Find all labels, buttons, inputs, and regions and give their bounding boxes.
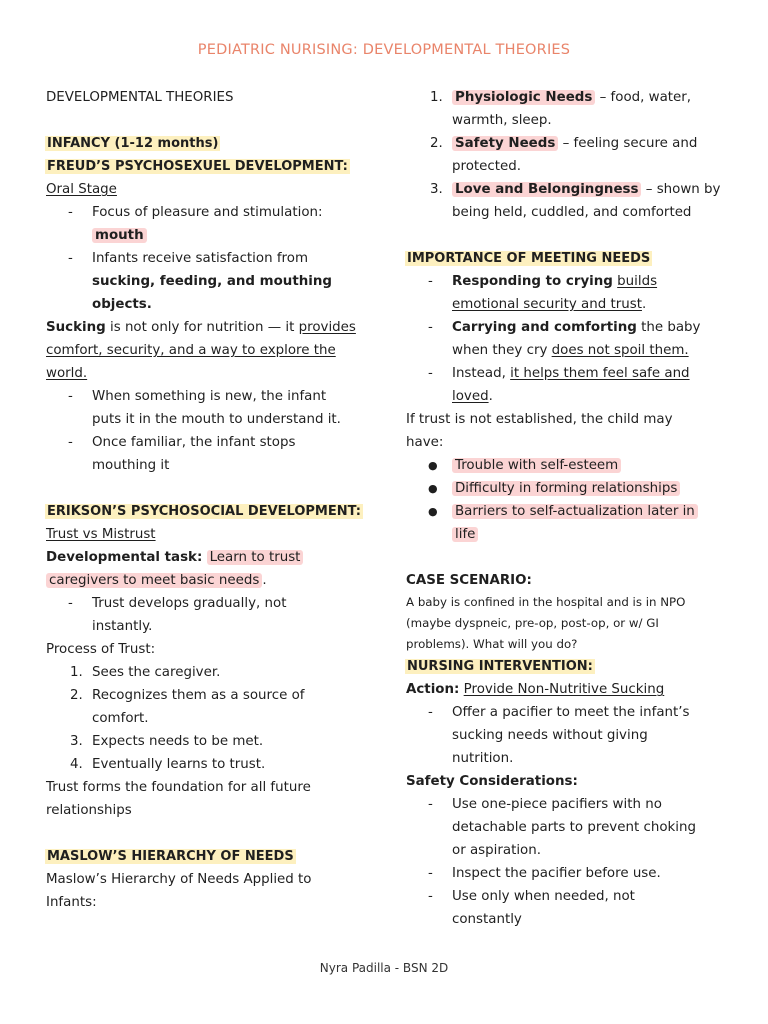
list-item: - Responding to crying builds emotional security and trust. — [406, 270, 726, 316]
list-item: - Focus of pleasure and stimulation: mouth — [46, 201, 368, 247]
oral-stage-label: Oral Stage — [46, 182, 117, 197]
dash-marker: - — [428, 797, 433, 812]
list-item: 2. Recognizes them as a source of comfort. — [70, 688, 305, 726]
section-heading: DEVELOPMENTAL THEORIES — [46, 90, 234, 105]
infancy-heading: INFANCY (1-12 months) — [47, 136, 219, 151]
list-item: 4. Eventually learns to trust. — [70, 757, 266, 772]
maslow-heading: MASLOW’S HIERARCHY OF NEEDS — [47, 849, 294, 864]
action-line: Action: Provide Non-Nutritive Sucking — [406, 682, 665, 697]
dash-marker: - — [428, 866, 433, 881]
process-label: Process of Trust: — [46, 642, 156, 657]
freud-heading: FREUD’S PSYCHOSEXUEL DEVELOPMENT: — [47, 159, 348, 174]
foundation-text: Trust forms the foundation for all future — [46, 780, 311, 795]
list-item: 1. Physiologic Needs – food, water, warmth, sleep. — [430, 90, 692, 128]
dash-marker: - — [428, 274, 433, 289]
list-item: 2. Safety Needs – feeling secure and protected. — [430, 136, 698, 174]
dash-marker: - — [428, 366, 433, 381]
dash-marker: - — [428, 705, 433, 720]
list-item: ● Difficulty in forming relationships — [406, 477, 726, 500]
maslow-applied-text: Maslow’s Hierarchy of Needs Applied to — [46, 872, 312, 887]
trust-vs-mistrust-label: Trust vs Mistrust — [46, 527, 156, 542]
list-item: - Instead, it helps them feel safe and loved. — [406, 362, 726, 408]
dash-marker: - — [68, 251, 73, 266]
list-item: 1. Sees the caregiver. — [70, 665, 221, 680]
list-item: - Once familiar, the infant stops mouthing it — [46, 431, 368, 477]
list-item: - Offer a pacifier to meet the infant’s sucking needs without giving nutrition. — [406, 701, 726, 770]
importance-heading: IMPORTANCE OF MEETING NEEDS — [407, 251, 651, 266]
list-item: 3. Love and Belongingness – shown by being held, cuddled, and comforted — [430, 182, 721, 220]
nursing-intervention-heading: NURSING INTERVENTION: — [407, 659, 593, 674]
list-item: - Inspect the pacifier before use. — [406, 862, 726, 885]
safety-heading: Safety Considerations: — [406, 774, 578, 789]
dash-marker: - — [68, 435, 73, 450]
list-item: - When something is new, the infant puts it in the mouth to understand it. — [46, 385, 368, 431]
left-column: DEVELOPMENTAL THEORIES INFANCY (1-12 months) FREUD’S PSYCHOSEXUEL DEVELOPMENT: Oral Stage - Focus of pleasure and stimulation: mouth - Infants receive satisfaction from sucking, feeding, and mouthing objects. Sucking is not only for nutrition — it provides comfort, security, and a way to explore the world. - When something is new, the infant puts it in the mouth to understand it. - Once familiar, the infant stops mouthing it ERIKSON’S PSYCHOSOCIAL DEVELOPMENT: Trust vs Mistrust Developmental task: Learn to trust caregivers to meet basic needs . - Trust develops gradually, not instantly. Process of Trust: 1. Sees the caregiver. 2. Recognizes them as a source of comfort. 3. Expects needs to be met. 4. Eventually learns to trust. Trust forms the foundation for all future relationships MASLOW’S HIERARCHY OF NEEDS Maslow’s Hierarchy of Needs Applied to Infants: — [46, 86, 368, 914]
list-item: - Carrying and comforting the baby when they cry does not spoil them. — [406, 316, 726, 362]
bullet-marker: ● — [428, 505, 438, 518]
dash-marker: - — [428, 889, 433, 904]
if-trust-text: If trust is not established, the child may — [406, 412, 673, 427]
right-column: 1. Physiologic Needs – food, water, warmth, sleep. 2. Safety Needs – feeling secure and protected. 3. Love and Belongingness – shown by being held, cuddled, and comforted IMPORTANCE OF MEETING NEEDS - Responding to crying builds emotional security and trust. - Carrying and comforting the baby when they cry does not spoil them. - Instead, it helps them feel safe and loved. If trust is not established, the child may have: ● Trouble with self-esteem ● Difficulty in forming relationships ● Barriers to self-actualization later in life CASE SCENARIO: A baby is confined in the hospital and is in NPO (maybe dyspneic, pre-op, post-op, or w/ GI problems). What will you do? NURSING INTERVENTION: Action: Provide Non-Nutritive Sucking - Offer a pacifier to meet the infant’s sucking needs without giving nutrition. Safety Considerations: - Use one-piece pacifiers with no detachable parts to prevent choking or aspiration. - Inspect the pacifier before use. - Use only when needed, not constantly — [406, 86, 726, 931]
dash-marker: - — [68, 596, 73, 611]
list-item: - Trust develops gradually, not instantly. — [46, 592, 368, 638]
list-item: - Infants receive satisfaction from sucking, feeding, and mouthing objects. — [46, 247, 368, 316]
dash-marker: - — [428, 320, 433, 335]
list-item: 3. Expects needs to be met. — [70, 734, 264, 749]
bullet-marker: ● — [428, 482, 438, 495]
list-item: - Use one-piece pacifiers with no detachable parts to prevent choking or aspiration. — [406, 793, 726, 862]
sucking-paragraph: Sucking is not only for nutrition — it provides — [46, 320, 356, 335]
case-heading: CASE SCENARIO: — [406, 573, 532, 588]
bullet-marker: ● — [428, 459, 438, 472]
footer-author: Nyra Padilla - BSN 2D — [319, 961, 449, 975]
erikson-heading: ERIKSON’S PSYCHOSOCIAL DEVELOPMENT: — [47, 504, 361, 519]
page-title: PEDIATRIC NURISING: DEVELOPMENTAL THEORIES — [197, 42, 571, 58]
mouth-highlight: mouth — [92, 228, 147, 243]
case-text: A baby is confined in the hospital and is in NPO — [406, 595, 686, 609]
list-item: ● Barriers to self-actualization later in life — [406, 500, 726, 546]
developmental-task: Developmental task: Learn to trust — [46, 546, 368, 569]
list-item: - Use only when needed, not constantly — [406, 885, 726, 931]
dash-marker: - — [68, 205, 73, 220]
list-item: ● Trouble with self-esteem — [406, 454, 726, 477]
dash-marker: - — [68, 389, 73, 404]
